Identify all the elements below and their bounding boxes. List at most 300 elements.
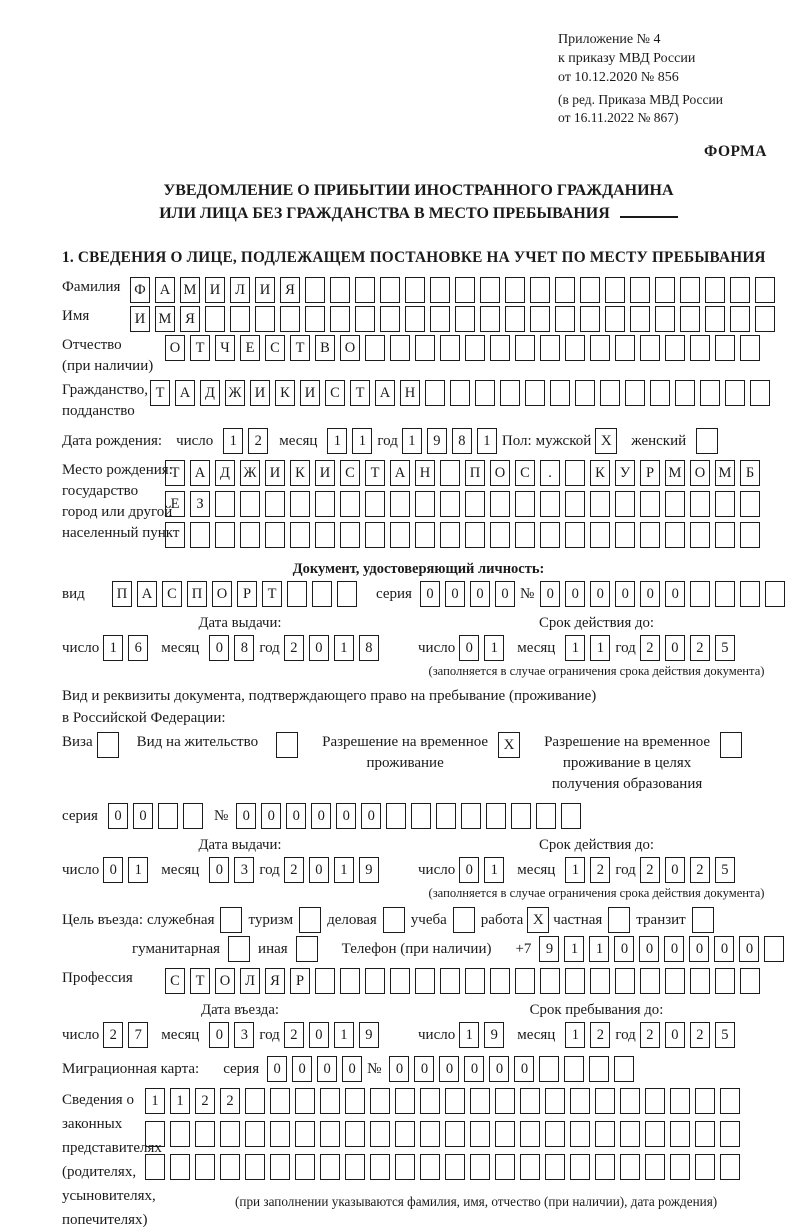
char-cell[interactable] <box>705 306 725 332</box>
char-cell[interactable]: Л <box>240 968 260 994</box>
char-cell[interactable] <box>411 803 431 829</box>
char-cell[interactable] <box>165 522 185 548</box>
char-cell[interactable] <box>205 306 225 332</box>
char-cell[interactable]: В <box>315 335 335 361</box>
char-cell[interactable] <box>420 1154 440 1180</box>
char-cell[interactable]: 0 <box>640 581 660 607</box>
char-cell[interactable] <box>195 1154 215 1180</box>
char-cell[interactable] <box>545 1121 565 1147</box>
char-cell[interactable]: 8 <box>234 635 254 661</box>
char-cell[interactable] <box>305 277 325 303</box>
char-cell[interactable] <box>715 581 735 607</box>
char-cell[interactable]: 1 <box>103 635 123 661</box>
char-cell[interactable] <box>420 1088 440 1114</box>
char-cell[interactable] <box>565 460 585 486</box>
char-cell[interactable] <box>505 306 525 332</box>
char-cell[interactable]: А <box>375 380 395 406</box>
char-cell[interactable] <box>540 491 560 517</box>
char-cell[interactable] <box>620 1154 640 1180</box>
char-cell[interactable] <box>295 1121 315 1147</box>
char-cell[interactable]: 0 <box>209 857 229 883</box>
char-cell[interactable] <box>265 491 285 517</box>
char-cell[interactable] <box>320 1154 340 1180</box>
char-cell[interactable]: О <box>490 460 510 486</box>
char-cell[interactable] <box>740 968 760 994</box>
char-cell[interactable] <box>640 522 660 548</box>
char-cell[interactable] <box>565 491 585 517</box>
char-cell[interactable]: 0 <box>209 1022 229 1048</box>
char-cell[interactable]: Ф <box>130 277 150 303</box>
char-cell[interactable] <box>315 968 335 994</box>
char-cell[interactable] <box>480 277 500 303</box>
char-cell[interactable] <box>580 277 600 303</box>
char-cell[interactable] <box>390 491 410 517</box>
char-cell[interactable]: Ж <box>225 380 245 406</box>
char-cell[interactable] <box>270 1088 290 1114</box>
char-cell[interactable] <box>700 380 720 406</box>
char-cell[interactable] <box>589 1056 609 1082</box>
char-cell[interactable] <box>195 1121 215 1147</box>
char-cell[interactable] <box>312 581 332 607</box>
char-cell[interactable]: И <box>130 306 150 332</box>
char-cell[interactable] <box>365 335 385 361</box>
char-cell[interactable]: Ж <box>240 460 260 486</box>
male-checkbox[interactable]: X <box>595 428 617 454</box>
char-cell[interactable] <box>590 491 610 517</box>
char-cell[interactable] <box>665 522 685 548</box>
char-cell[interactable]: 0 <box>665 857 685 883</box>
char-cell[interactable] <box>305 306 325 332</box>
char-cell[interactable] <box>320 1121 340 1147</box>
char-cell[interactable]: 0 <box>514 1056 534 1082</box>
char-cell[interactable] <box>425 380 445 406</box>
char-cell[interactable] <box>440 460 460 486</box>
char-cell[interactable]: Т <box>262 581 282 607</box>
char-cell[interactable] <box>695 1154 715 1180</box>
char-cell[interactable]: 5 <box>715 635 735 661</box>
char-cell[interactable]: Д <box>215 460 235 486</box>
char-cell[interactable]: 8 <box>359 635 379 661</box>
char-cell[interactable] <box>315 522 335 548</box>
char-cell[interactable] <box>365 968 385 994</box>
char-cell[interactable] <box>695 1121 715 1147</box>
char-cell[interactable]: Т <box>350 380 370 406</box>
char-cell[interactable] <box>605 277 625 303</box>
char-cell[interactable]: 1 <box>145 1088 165 1114</box>
char-cell[interactable]: 2 <box>690 635 710 661</box>
char-cell[interactable] <box>530 306 550 332</box>
char-cell[interactable] <box>470 1121 490 1147</box>
char-cell[interactable]: С <box>162 581 182 607</box>
char-cell[interactable]: 0 <box>665 635 685 661</box>
char-cell[interactable]: 2 <box>248 428 268 454</box>
char-cell[interactable] <box>750 380 770 406</box>
char-cell[interactable] <box>615 491 635 517</box>
char-cell[interactable] <box>545 1088 565 1114</box>
char-cell[interactable]: Н <box>415 460 435 486</box>
residence-permit-checkbox[interactable] <box>276 732 298 758</box>
char-cell[interactable] <box>540 968 560 994</box>
char-cell[interactable]: 1 <box>484 857 504 883</box>
char-cell[interactable] <box>337 581 357 607</box>
char-cell[interactable]: 0 <box>714 936 734 962</box>
char-cell[interactable]: Р <box>237 581 257 607</box>
char-cell[interactable] <box>640 968 660 994</box>
char-cell[interactable] <box>415 491 435 517</box>
char-cell[interactable] <box>595 1154 615 1180</box>
char-cell[interactable]: 2 <box>284 1022 304 1048</box>
char-cell[interactable] <box>170 1121 190 1147</box>
char-cell[interactable] <box>655 306 675 332</box>
char-cell[interactable]: 1 <box>170 1088 190 1114</box>
char-cell[interactable]: 9 <box>359 1022 379 1048</box>
purpose-work-checkbox[interactable]: X <box>527 907 549 933</box>
temp-residence-checkbox[interactable]: X <box>498 732 520 758</box>
char-cell[interactable]: О <box>215 968 235 994</box>
char-cell[interactable] <box>650 380 670 406</box>
char-cell[interactable] <box>295 1088 315 1114</box>
char-cell[interactable]: У <box>615 460 635 486</box>
char-cell[interactable] <box>690 581 710 607</box>
char-cell[interactable]: 0 <box>286 803 306 829</box>
char-cell[interactable]: 0 <box>590 581 610 607</box>
char-cell[interactable]: Я <box>180 306 200 332</box>
char-cell[interactable]: И <box>315 460 335 486</box>
char-cell[interactable] <box>620 1088 640 1114</box>
purpose-humanitarian-checkbox[interactable] <box>228 936 250 962</box>
char-cell[interactable] <box>620 1121 640 1147</box>
char-cell[interactable] <box>395 1088 415 1114</box>
char-cell[interactable] <box>450 380 470 406</box>
char-cell[interactable]: О <box>165 335 185 361</box>
char-cell[interactable]: 3 <box>234 857 254 883</box>
char-cell[interactable]: 0 <box>414 1056 434 1082</box>
char-cell[interactable] <box>490 968 510 994</box>
char-cell[interactable]: Я <box>280 277 300 303</box>
char-cell[interactable] <box>290 491 310 517</box>
char-cell[interactable]: 1 <box>327 428 347 454</box>
purpose-business-checkbox[interactable] <box>220 907 242 933</box>
char-cell[interactable] <box>430 277 450 303</box>
char-cell[interactable] <box>570 1121 590 1147</box>
char-cell[interactable]: Т <box>190 335 210 361</box>
char-cell[interactable]: 0 <box>209 635 229 661</box>
char-cell[interactable] <box>495 1121 515 1147</box>
char-cell[interactable] <box>614 1056 634 1082</box>
char-cell[interactable] <box>395 1154 415 1180</box>
char-cell[interactable] <box>690 491 710 517</box>
char-cell[interactable]: 0 <box>103 857 123 883</box>
char-cell[interactable]: Д <box>200 380 220 406</box>
char-cell[interactable] <box>380 277 400 303</box>
char-cell[interactable]: М <box>180 277 200 303</box>
char-cell[interactable]: 0 <box>309 635 329 661</box>
char-cell[interactable] <box>220 1121 240 1147</box>
char-cell[interactable] <box>525 380 545 406</box>
char-cell[interactable]: И <box>300 380 320 406</box>
char-cell[interactable] <box>570 1088 590 1114</box>
char-cell[interactable]: П <box>112 581 132 607</box>
char-cell[interactable] <box>595 1121 615 1147</box>
char-cell[interactable] <box>730 277 750 303</box>
char-cell[interactable] <box>415 522 435 548</box>
char-cell[interactable] <box>705 277 725 303</box>
char-cell[interactable] <box>295 1154 315 1180</box>
char-cell[interactable]: 2 <box>690 857 710 883</box>
char-cell[interactable] <box>240 491 260 517</box>
char-cell[interactable]: 2 <box>640 635 660 661</box>
char-cell[interactable]: 0 <box>420 581 440 607</box>
char-cell[interactable] <box>655 277 675 303</box>
char-cell[interactable] <box>670 1121 690 1147</box>
char-cell[interactable] <box>720 1154 740 1180</box>
char-cell[interactable] <box>715 522 735 548</box>
char-cell[interactable] <box>440 335 460 361</box>
char-cell[interactable] <box>420 1121 440 1147</box>
char-cell[interactable]: 5 <box>715 857 735 883</box>
char-cell[interactable]: 1 <box>334 857 354 883</box>
char-cell[interactable]: О <box>340 335 360 361</box>
char-cell[interactable] <box>540 335 560 361</box>
char-cell[interactable] <box>455 306 475 332</box>
char-cell[interactable] <box>615 335 635 361</box>
char-cell[interactable]: И <box>255 277 275 303</box>
char-cell[interactable]: 1 <box>477 428 497 454</box>
char-cell[interactable]: Т <box>165 460 185 486</box>
char-cell[interactable]: 2 <box>284 635 304 661</box>
char-cell[interactable] <box>690 522 710 548</box>
char-cell[interactable] <box>680 306 700 332</box>
char-cell[interactable]: 0 <box>540 581 560 607</box>
char-cell[interactable]: 3 <box>234 1022 254 1048</box>
char-cell[interactable]: 0 <box>292 1056 312 1082</box>
char-cell[interactable]: 0 <box>565 581 585 607</box>
char-cell[interactable]: 1 <box>565 1022 585 1048</box>
char-cell[interactable] <box>740 522 760 548</box>
char-cell[interactable] <box>740 491 760 517</box>
char-cell[interactable] <box>270 1154 290 1180</box>
char-cell[interactable] <box>500 380 520 406</box>
char-cell[interactable]: 1 <box>223 428 243 454</box>
char-cell[interactable] <box>665 968 685 994</box>
char-cell[interactable] <box>430 306 450 332</box>
char-cell[interactable]: 1 <box>352 428 372 454</box>
char-cell[interactable] <box>590 335 610 361</box>
char-cell[interactable] <box>690 335 710 361</box>
char-cell[interactable]: 0 <box>495 581 515 607</box>
char-cell[interactable] <box>730 306 750 332</box>
char-cell[interactable]: 0 <box>614 936 634 962</box>
purpose-private-checkbox[interactable] <box>608 907 630 933</box>
char-cell[interactable] <box>715 491 735 517</box>
char-cell[interactable]: И <box>265 460 285 486</box>
char-cell[interactable]: Л <box>230 277 250 303</box>
char-cell[interactable] <box>230 306 250 332</box>
char-cell[interactable]: С <box>265 335 285 361</box>
char-cell[interactable] <box>355 306 375 332</box>
char-cell[interactable] <box>720 1088 740 1114</box>
char-cell[interactable] <box>465 522 485 548</box>
char-cell[interactable]: О <box>690 460 710 486</box>
char-cell[interactable] <box>370 1121 390 1147</box>
purpose-tourism-checkbox[interactable] <box>299 907 321 933</box>
char-cell[interactable] <box>320 1088 340 1114</box>
char-cell[interactable]: А <box>390 460 410 486</box>
char-cell[interactable]: М <box>715 460 735 486</box>
char-cell[interactable]: 0 <box>459 635 479 661</box>
char-cell[interactable]: 1 <box>334 635 354 661</box>
char-cell[interactable] <box>495 1088 515 1114</box>
char-cell[interactable]: Е <box>165 491 185 517</box>
char-cell[interactable]: 0 <box>464 1056 484 1082</box>
char-cell[interactable] <box>520 1121 540 1147</box>
char-cell[interactable] <box>539 1056 559 1082</box>
char-cell[interactable]: 2 <box>590 857 610 883</box>
char-cell[interactable] <box>570 1154 590 1180</box>
char-cell[interactable] <box>545 1154 565 1180</box>
char-cell[interactable]: С <box>515 460 535 486</box>
char-cell[interactable] <box>330 306 350 332</box>
char-cell[interactable]: З <box>190 491 210 517</box>
char-cell[interactable] <box>520 1088 540 1114</box>
char-cell[interactable] <box>725 380 745 406</box>
char-cell[interactable]: 1 <box>590 635 610 661</box>
char-cell[interactable] <box>615 968 635 994</box>
char-cell[interactable] <box>370 1154 390 1180</box>
char-cell[interactable]: С <box>340 460 360 486</box>
char-cell[interactable] <box>440 491 460 517</box>
char-cell[interactable]: 0 <box>261 803 281 829</box>
char-cell[interactable]: Т <box>290 335 310 361</box>
char-cell[interactable] <box>645 1154 665 1180</box>
char-cell[interactable] <box>415 968 435 994</box>
char-cell[interactable] <box>555 277 575 303</box>
char-cell[interactable] <box>511 803 531 829</box>
char-cell[interactable]: А <box>137 581 157 607</box>
char-cell[interactable] <box>575 380 595 406</box>
char-cell[interactable] <box>561 803 581 829</box>
char-cell[interactable]: А <box>190 460 210 486</box>
char-cell[interactable] <box>565 522 585 548</box>
char-cell[interactable] <box>665 491 685 517</box>
char-cell[interactable] <box>645 1088 665 1114</box>
char-cell[interactable]: 0 <box>470 581 490 607</box>
char-cell[interactable] <box>740 581 760 607</box>
char-cell[interactable] <box>365 491 385 517</box>
char-cell[interactable]: 1 <box>565 635 585 661</box>
char-cell[interactable]: 0 <box>236 803 256 829</box>
char-cell[interactable] <box>486 803 506 829</box>
char-cell[interactable]: К <box>290 460 310 486</box>
char-cell[interactable] <box>345 1088 365 1114</box>
char-cell[interactable] <box>465 491 485 517</box>
char-cell[interactable]: Н <box>400 380 420 406</box>
char-cell[interactable] <box>405 277 425 303</box>
char-cell[interactable]: Е <box>240 335 260 361</box>
char-cell[interactable] <box>690 968 710 994</box>
char-cell[interactable]: Б <box>740 460 760 486</box>
char-cell[interactable] <box>340 968 360 994</box>
char-cell[interactable]: К <box>590 460 610 486</box>
char-cell[interactable] <box>625 380 645 406</box>
char-cell[interactable] <box>215 522 235 548</box>
char-cell[interactable] <box>755 306 775 332</box>
char-cell[interactable]: 0 <box>689 936 709 962</box>
char-cell[interactable] <box>764 936 784 962</box>
char-cell[interactable] <box>590 522 610 548</box>
char-cell[interactable] <box>564 1056 584 1082</box>
char-cell[interactable] <box>715 968 735 994</box>
char-cell[interactable] <box>355 277 375 303</box>
char-cell[interactable] <box>530 277 550 303</box>
char-cell[interactable] <box>480 306 500 332</box>
char-cell[interactable] <box>245 1121 265 1147</box>
char-cell[interactable] <box>465 968 485 994</box>
char-cell[interactable] <box>386 803 406 829</box>
char-cell[interactable]: 0 <box>439 1056 459 1082</box>
char-cell[interactable] <box>265 522 285 548</box>
char-cell[interactable]: Т <box>190 968 210 994</box>
char-cell[interactable] <box>470 1154 490 1180</box>
char-cell[interactable]: И <box>250 380 270 406</box>
char-cell[interactable]: 1 <box>589 936 609 962</box>
char-cell[interactable]: 0 <box>665 1022 685 1048</box>
char-cell[interactable]: С <box>165 968 185 994</box>
char-cell[interactable]: Ч <box>215 335 235 361</box>
char-cell[interactable] <box>440 522 460 548</box>
char-cell[interactable]: П <box>187 581 207 607</box>
char-cell[interactable] <box>240 522 260 548</box>
char-cell[interactable] <box>245 1154 265 1180</box>
char-cell[interactable]: 0 <box>665 581 685 607</box>
char-cell[interactable] <box>415 335 435 361</box>
char-cell[interactable] <box>475 380 495 406</box>
char-cell[interactable] <box>390 522 410 548</box>
char-cell[interactable] <box>550 380 570 406</box>
char-cell[interactable] <box>630 306 650 332</box>
char-cell[interactable]: Р <box>640 460 660 486</box>
char-cell[interactable] <box>515 968 535 994</box>
char-cell[interactable]: 1 <box>565 857 585 883</box>
char-cell[interactable]: 0 <box>317 1056 337 1082</box>
char-cell[interactable] <box>645 1121 665 1147</box>
char-cell[interactable] <box>345 1154 365 1180</box>
char-cell[interactable] <box>245 1088 265 1114</box>
char-cell[interactable] <box>440 968 460 994</box>
char-cell[interactable]: 0 <box>361 803 381 829</box>
purpose-transit-checkbox[interactable] <box>692 907 714 933</box>
char-cell[interactable]: 9 <box>427 428 447 454</box>
char-cell[interactable] <box>665 335 685 361</box>
char-cell[interactable] <box>158 803 178 829</box>
char-cell[interactable] <box>495 1154 515 1180</box>
char-cell[interactable]: С <box>325 380 345 406</box>
char-cell[interactable]: П <box>465 460 485 486</box>
char-cell[interactable] <box>465 335 485 361</box>
char-cell[interactable] <box>390 968 410 994</box>
char-cell[interactable] <box>461 803 481 829</box>
char-cell[interactable]: Т <box>365 460 385 486</box>
char-cell[interactable]: 1 <box>402 428 422 454</box>
char-cell[interactable] <box>505 277 525 303</box>
char-cell[interactable]: М <box>155 306 175 332</box>
purpose-study-checkbox[interactable] <box>453 907 475 933</box>
char-cell[interactable]: М <box>665 460 685 486</box>
purpose-other-checkbox[interactable] <box>296 936 318 962</box>
char-cell[interactable]: 2 <box>195 1088 215 1114</box>
char-cell[interactable] <box>220 1154 240 1180</box>
char-cell[interactable]: 0 <box>664 936 684 962</box>
